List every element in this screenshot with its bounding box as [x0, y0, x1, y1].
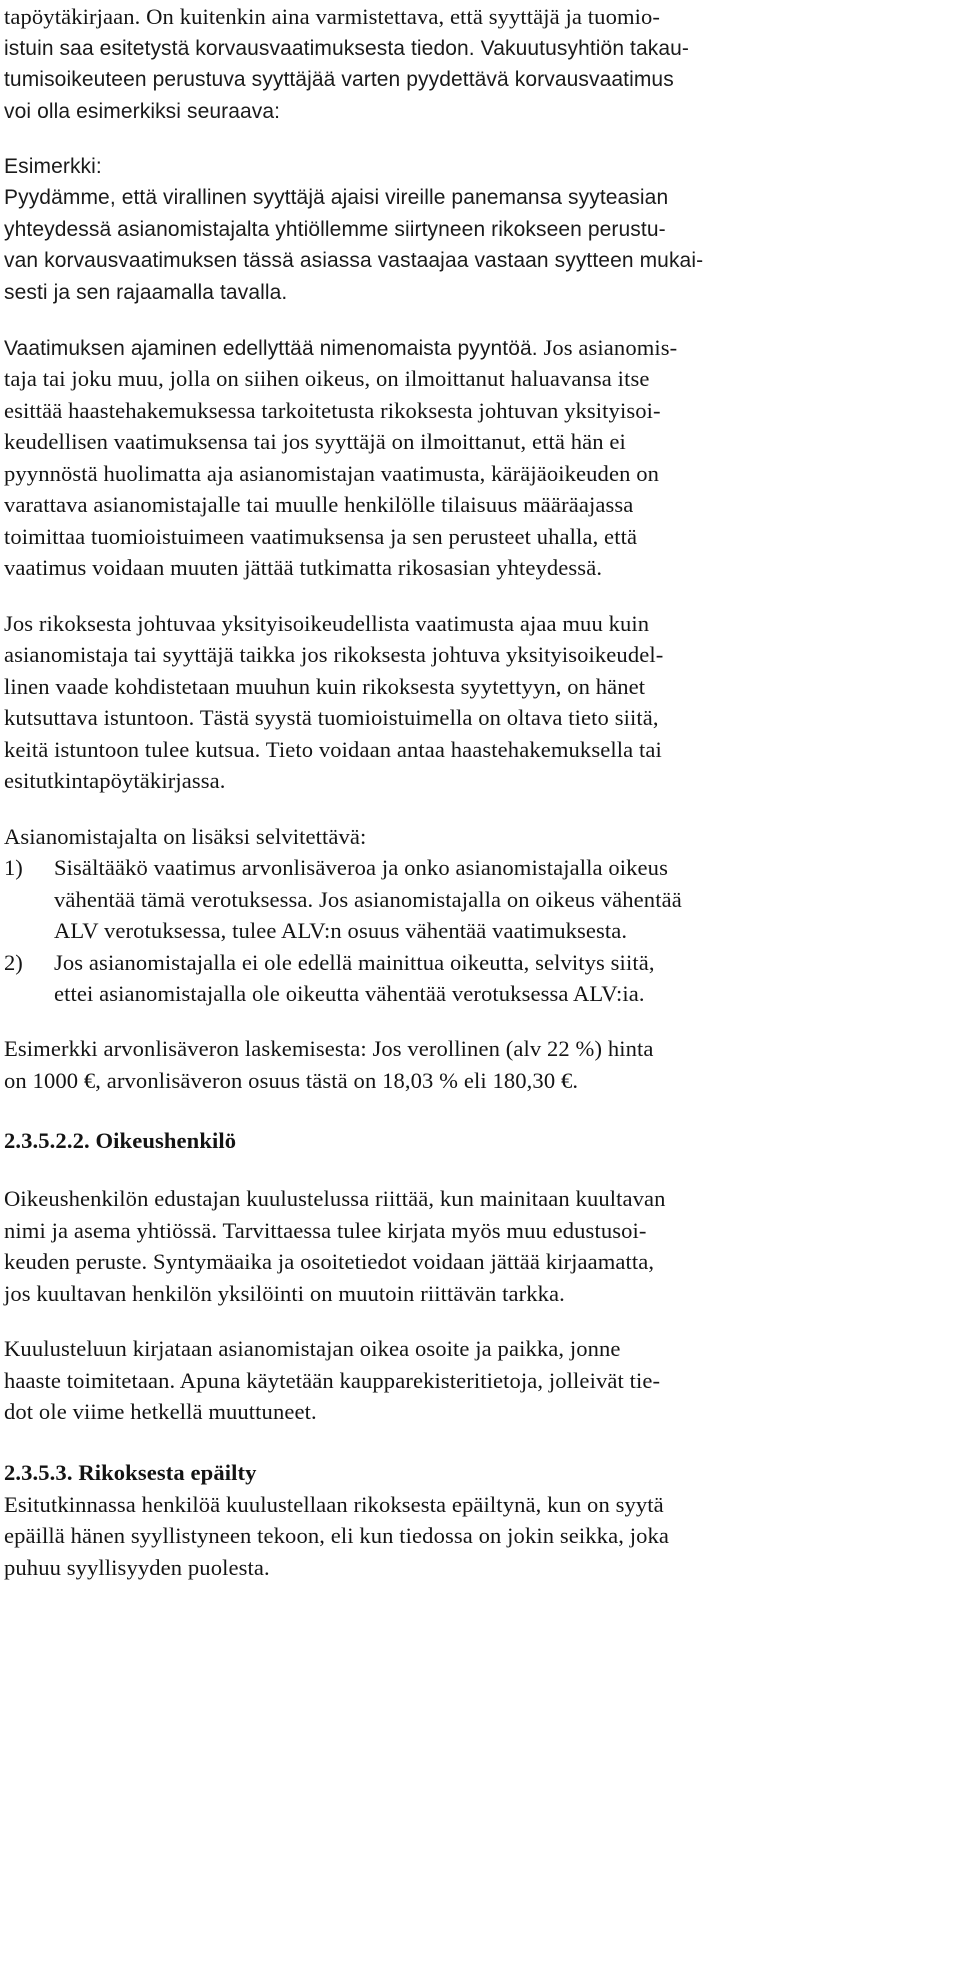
list-item-2-line-2: ettei asianomistajalla ole oikeutta vähentää verotuksessa ALV:ia. — [54, 981, 645, 1006]
legal-p2-line-1: Kuulusteluun kirjataan asianomistajan oikea osoite ja paikka, jonne — [4, 1336, 621, 1361]
section-heading-legal-person: 2.3.5.2.2. Oikeushenkilö — [4, 1128, 237, 1153]
demand-line-7: toimittaa tuomioistuimeen vaatimuksensa ja sen perusteet uhalla, että — [4, 524, 638, 549]
demand-line-1-tail: Jos asianomis- — [537, 335, 678, 360]
private-line-3: linen vaade kohdistetaan muuhun kuin rikoksesta syytettyyn, on hänet — [4, 674, 646, 699]
section-heading-suspect: 2.3.5.3. Rikoksesta epäilty — [4, 1460, 257, 1485]
list-item-1-number: 1) — [4, 855, 23, 880]
legal-p1-line-2: nimi ja asema yhtiössä. Tarvittaessa tulee kirjata myös muu edustusoi- — [4, 1218, 647, 1243]
private-line-6: esitutkintapöytäkirjassa. — [4, 768, 226, 793]
demand-line-3: esittää haastehakemuksessa tarkoitetusta rikoksesta johtuvan yksityisoi- — [4, 398, 661, 423]
private-line-5: keitä istuntoon tulee kutsua. Tieto voidaan antaa haastehakemuksella tai — [4, 737, 662, 762]
list-item-2-line-1: Jos asianomistajalla ei ole edellä mainittua oikeutta, selvitys siitä, — [54, 950, 655, 975]
suspect-line-1: Esitutkinnassa henkilöä kuulustellaan rikoksesta epäiltynä, kun on syytä — [4, 1492, 664, 1517]
intro-line-3: tumisoikeuteen perustuva syyttäjää varten pyydettävä korvausvaatimus — [4, 68, 674, 91]
list-item-1-line-2: vähentää tämä verotuksessa. Jos asianomistajalla on oikeus vähentää — [54, 887, 682, 912]
demand-line-1-lead: Vaatimuksen ajaminen edellyttää nimenomaista pyyntöä. — [4, 337, 538, 360]
demand-line-4: keudellisen vaatimuksensa tai jos syyttäjä on ilmoittanut, että hän ei — [4, 429, 626, 454]
suspect-line-3: puhuu syyllisyyden puolesta. — [4, 1555, 270, 1580]
legal-p2-line-3: dot ole viime hetkellä muuttuneet. — [4, 1399, 317, 1424]
legal-p1-line-1: Oikeushenkilön edustajan kuulustelussa riittää, kun mainitaan kuultavan — [4, 1186, 666, 1211]
demand-line-1 — [4, 337, 677, 360]
demand-line-5: pyynnöstä huolimatta aja asianomistajan vaatimusta, käräjäoikeuden on — [4, 461, 660, 486]
vat-example-line-1: Esimerkki arvonlisäveron laskemisesta: Jos verollinen (alv 22 %) hinta — [4, 1036, 654, 1061]
demand-line-8: vaatimus voidaan muuten jättää tutkimatta rikosasian yhteydessä. — [4, 555, 603, 580]
list-item-1-line-3: ALV verotuksessa, tulee ALV:n osuus vähentää vaatimuksesta. — [54, 918, 628, 943]
suspect-line-2: epäillä hänen syyllistyneen tekoon, eli kun tiedossa on jokin seikka, joka — [4, 1523, 669, 1548]
example-line-1: Pyydämme, että virallinen syyttäjä ajaisi vireille panemansa syyteasian — [4, 186, 669, 209]
intro-line-1: tapöytäkirjaan. On kuitenkin aina varmistettava, että syyttäjä ja tuomio- — [4, 4, 661, 29]
vat-example-line-2: on 1000 €, arvonlisäveron osuus tästä on 18,03 % eli 180,30 €. — [4, 1068, 579, 1093]
private-line-1: Jos rikoksesta johtuvaa yksityisoikeudellista vaatimusta ajaa muu kuin — [4, 611, 650, 636]
demand-line-6: varattava asianomistajalle tai muulle henkilölle tilaisuus määräajassa — [4, 492, 634, 517]
legal-p1-line-3: keuden peruste. Syntymäaika ja osoitetiedot voidaan jättää kirjaamatta, — [4, 1249, 655, 1274]
demand-line-2: taja tai joku muu, jolla on siihen oikeus, on ilmoittanut haluavansa itse — [4, 366, 650, 391]
legal-p2-line-2: haaste toimitetaan. Apuna käytetään kaupparekisteritietoja, jolleivät tie- — [4, 1368, 661, 1393]
list-item-1-line-1: Sisältääkö vaatimus arvonlisäveroa ja onko asianomistajalla oikeus — [54, 855, 668, 880]
example-line-4: sesti ja sen rajaamalla tavalla. — [4, 281, 288, 304]
intro-line-4: voi olla esimerkiksi seuraava: — [4, 100, 281, 123]
vat-intro: Asianomistajalta on lisäksi selvitettävä: — [4, 824, 367, 849]
private-line-4: kutsuttava istuntoon. Tästä syystä tuomioistuimella on oltava tieto siitä, — [4, 705, 659, 730]
intro-line-2: istuin saa esitetystä korvausvaatimuksesta tiedon. Vakuutusyhtiön takau- — [4, 37, 690, 60]
example-line-3: van korvausvaatimuksen tässä asiassa vastaajaa vastaan syytteen mukai- — [4, 249, 704, 272]
example-label: Esimerkki: — [4, 155, 102, 178]
example-line-2: yhteydessä asianomistajalta yhtiöllemme siirtyneen rikokseen perustu- — [4, 218, 666, 241]
legal-p1-line-4: jos kuultavan henkilön yksilöinti on muutoin riittävän tarkka. — [4, 1281, 565, 1306]
private-line-2: asianomistaja tai syyttäjä taikka jos rikoksesta johtuva yksityisoikeudel- — [4, 642, 664, 667]
list-item-2-number: 2) — [4, 950, 23, 975]
